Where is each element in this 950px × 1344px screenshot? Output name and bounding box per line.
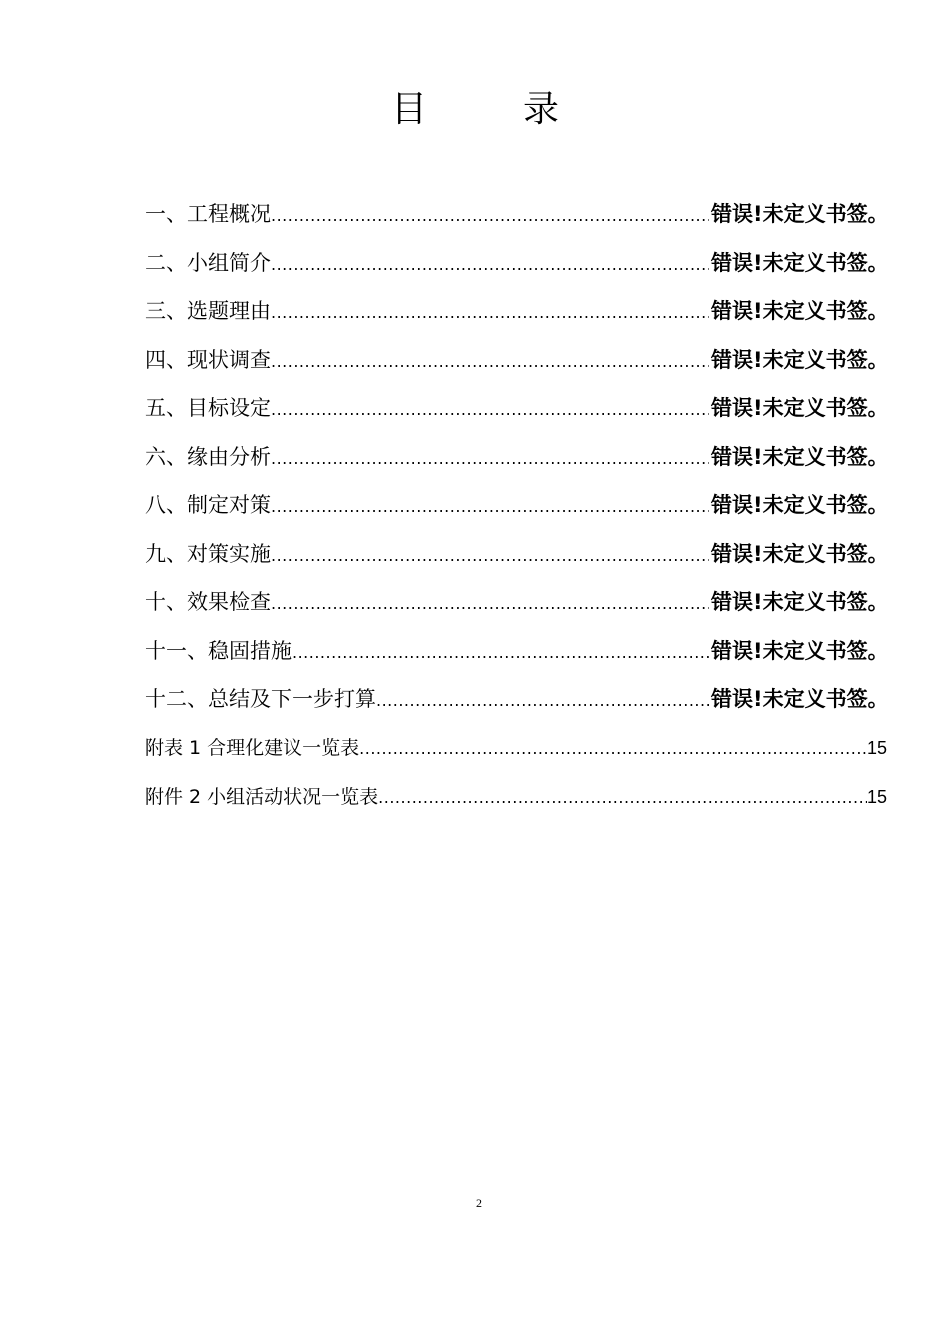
toc-entry-page-ref: 错误!未定义书签。 xyxy=(711,687,889,711)
toc-dot-leader xyxy=(271,192,709,240)
toc-entry[interactable] xyxy=(145,578,887,627)
toc-entry-label: 八、制定对策 xyxy=(145,493,271,517)
toc-dot-leader xyxy=(359,725,867,773)
toc-entry-page-ref: 错误!未定义书签。 xyxy=(711,347,889,372)
toc-dot-leader xyxy=(376,677,709,725)
toc-entry[interactable] xyxy=(145,384,887,433)
toc-entry-label: 附件 2 小组活动状况一览表 xyxy=(145,785,379,808)
toc-entry-page-ref: 错误!未定义书签。 xyxy=(711,250,889,275)
toc-entry[interactable] xyxy=(145,675,887,724)
toc-entry-page-number: 15 xyxy=(866,786,887,807)
toc-entry-label: 一、工程概况 xyxy=(145,202,271,226)
toc-entry[interactable] xyxy=(145,190,887,239)
toc-appendix-entry[interactable] xyxy=(145,724,887,773)
toc-dot-leader xyxy=(292,629,709,677)
toc-entry[interactable] xyxy=(145,627,887,676)
toc-entry-page-number: 15 xyxy=(866,737,887,758)
toc-dot-leader xyxy=(271,532,709,580)
toc-dot-leader xyxy=(271,580,709,628)
toc-dot-leader xyxy=(271,289,709,337)
toc-entry-label: 二、小组简介 xyxy=(145,250,271,275)
toc-entry-label: 三、选题理由 xyxy=(145,299,271,323)
toc-dot-leader xyxy=(271,338,709,386)
toc-entry-label: 五、目标设定 xyxy=(145,396,271,420)
toc-entry-page-ref: 错误!未定义书签。 xyxy=(711,396,889,420)
toc-appendix-entry[interactable] xyxy=(145,773,887,822)
toc-entry-label: 十、效果检查 xyxy=(145,590,271,614)
page-title xyxy=(0,84,950,136)
toc-dot-leader xyxy=(271,435,709,483)
table-of-contents xyxy=(145,190,887,822)
toc-entry-label: 九、对策实施 xyxy=(145,541,271,566)
toc-entry-page-ref: 错误!未定义书签。 xyxy=(711,299,889,323)
title-char-2: 录 xyxy=(523,89,560,130)
toc-entry-page-ref: 错误!未定义书签。 xyxy=(711,493,889,517)
toc-entry-page-ref: 错误!未定义书签。 xyxy=(711,590,889,614)
title-char-1: 目 xyxy=(390,89,427,130)
toc-entry[interactable] xyxy=(145,433,887,482)
toc-dot-leader xyxy=(271,483,709,531)
toc-dot-leader xyxy=(271,386,709,434)
toc-entry-label: 四、现状调查 xyxy=(145,347,271,372)
toc-dot-leader xyxy=(378,774,867,822)
toc-dot-leader xyxy=(271,241,709,289)
toc-entry-label: 十二、总结及下一步打算 xyxy=(145,687,376,711)
toc-entry[interactable] xyxy=(145,530,887,579)
toc-entry[interactable] xyxy=(145,481,887,530)
toc-entry-label: 附表 1 合理化建议一览表 xyxy=(145,736,360,759)
toc-entry-label: 十一、稳固措施 xyxy=(145,638,292,663)
page-number: 2 xyxy=(476,1196,482,1210)
toc-entry[interactable] xyxy=(145,239,887,288)
toc-entry[interactable] xyxy=(145,287,887,336)
toc-entry-page-ref: 错误!未定义书签。 xyxy=(711,638,889,663)
toc-entry-page-ref: 错误!未定义书签。 xyxy=(711,541,889,566)
toc-entry-label: 六、缘由分析 xyxy=(145,444,271,469)
toc-entry-page-ref: 错误!未定义书签。 xyxy=(711,444,889,469)
toc-entry-page-ref: 错误!未定义书签。 xyxy=(711,202,889,226)
toc-entry[interactable] xyxy=(145,336,887,385)
